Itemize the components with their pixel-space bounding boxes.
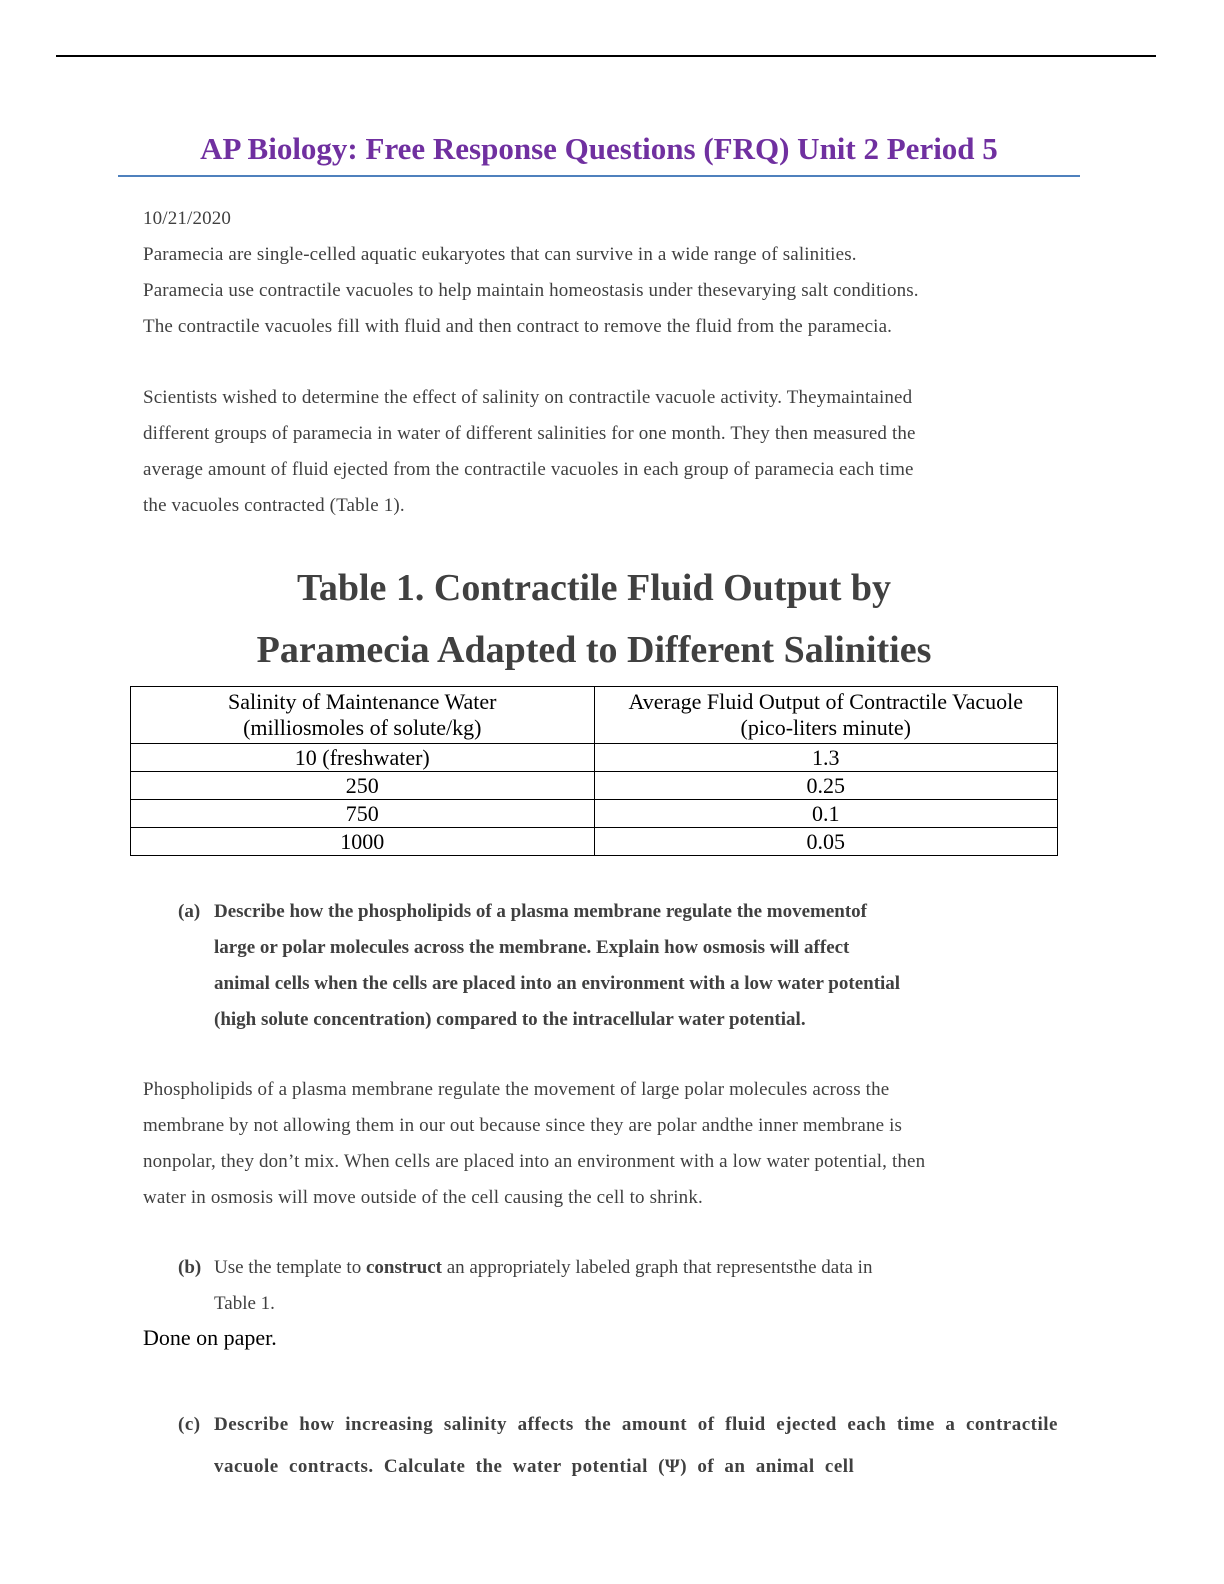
answer-a	[143, 1072, 1083, 1216]
table-row	[131, 828, 1058, 856]
question-c	[178, 1404, 1058, 1488]
table-header-fluid-output-title: Average Fluid Output of Contractile Vacuole	[628, 689, 1023, 714]
table-header-row	[131, 687, 1058, 744]
question-b-line-1	[214, 1250, 1058, 1286]
table-cell-salinity: 1000	[131, 828, 595, 856]
intro-paragraph-2-line: average amount of fluid ejected from the contractile vacuoles in each group of paramecia each time	[143, 459, 914, 480]
answer-a-line: Phospholipids of a plasma membrane regulate the movement of large polar molecules across the	[143, 1079, 890, 1100]
intro-paragraph-1-line: The contractile vacuoles fill with fluid and then contract to remove the fluid from the paramecia.	[143, 316, 893, 337]
table-cell-fluid-output: 0.05	[594, 828, 1058, 856]
table-title	[130, 557, 1058, 681]
header-top-rule	[56, 55, 1156, 57]
question-b-text	[178, 1250, 1058, 1322]
question-b-text-before: Use the template to	[214, 1257, 366, 1278]
intro-paragraph-2-line: Scientists wished to determine the effect of salinity on contractile vacuole activity. Theymaintained	[143, 387, 913, 408]
table-title-line-1: Table 1. Contractile Fluid Output by	[296, 567, 891, 609]
table-header-salinity-title: Salinity of Maintenance Water	[228, 689, 497, 714]
answer-a-line: membrane by not allowing them in our out because since they are polar andthe inner membrane is	[143, 1115, 903, 1136]
title-underline-rule	[118, 175, 1080, 177]
question-a-line: Describe how the phospholipids of a plasma membrane regulate the movementof	[214, 901, 868, 922]
question-b-line-2: Table 1.	[214, 1293, 275, 1314]
table-title-line-2: Paramecia Adapted to Different Salinities	[256, 629, 932, 671]
document-date: 10/21/2020	[143, 208, 232, 229]
table-cell-salinity: 10 (freshwater)	[131, 744, 595, 772]
data-table	[130, 686, 1058, 856]
table-cell-salinity: 250	[131, 772, 595, 800]
table-cell-salinity: 750	[131, 800, 595, 828]
question-a-line: animal cells when the cells are placed into an environment with a low water potential	[214, 973, 901, 994]
table-cell-fluid-output: 1.3	[594, 744, 1058, 772]
question-a	[178, 894, 1058, 1038]
question-a-label: (a)	[178, 901, 201, 922]
intro-paragraph-1-line: Paramecia are single-celled aquatic eukaryotes that can survive in a wide range of salinities.	[143, 244, 857, 265]
intro-paragraph-2	[143, 380, 1083, 524]
question-b	[178, 1250, 1058, 1322]
table-header-fluid-output-unit: (pico-liters minute)	[740, 715, 911, 740]
table-cell-fluid-output: 0.1	[594, 800, 1058, 828]
table-header-fluid-output	[594, 687, 1058, 744]
table-cell-fluid-output: 0.25	[594, 772, 1058, 800]
table-header-salinity-unit: (milliosmoles of solute/kg)	[243, 715, 482, 740]
answer-a-line: nonpolar, they don’t mix. When cells are placed into an environment with a low water potential, then	[143, 1151, 926, 1172]
intro-paragraph-2-line: different groups of paramecia in water of different salinities for one month. They then measured the	[143, 423, 916, 444]
question-c-label: (c)	[178, 1414, 201, 1435]
question-c-text: Describe how increasing salinity affects the amount of fluid ejected each time a contractile vacuole contracts. Calculate the water potential (Ψ) of an animal cell	[214, 1414, 1058, 1477]
intro-paragraph-2-line: the vacuoles contracted (Table 1).	[143, 495, 405, 516]
table-row	[131, 744, 1058, 772]
intro-paragraph-1	[143, 237, 1083, 345]
answer-b: Done on paper.	[143, 1325, 277, 1350]
question-b-text-after: an appropriately labeled graph that representsthe data in	[441, 1257, 873, 1278]
document-title: AP Biology: Free Response Questions (FRQ) Unit 2 Period 5	[200, 131, 998, 166]
answer-a-line: water in osmosis will move outside of the cell causing the cell to shrink.	[143, 1187, 703, 1208]
question-a-text	[178, 894, 1058, 1038]
table-row	[131, 772, 1058, 800]
intro-paragraph-1-line: Paramecia use contractile vacuoles to help maintain homeostasis under thesevarying salt conditions.	[143, 280, 919, 301]
question-a-line: large or polar molecules across the membrane. Explain how osmosis will affect	[214, 937, 850, 958]
table-row	[131, 800, 1058, 828]
question-a-line: (high solute concentration) compared to the intracellular water potential.	[214, 1009, 806, 1030]
question-b-text-bold: construct	[365, 1257, 442, 1278]
question-b-label: (b)	[178, 1257, 202, 1278]
table-header-salinity	[131, 687, 595, 744]
